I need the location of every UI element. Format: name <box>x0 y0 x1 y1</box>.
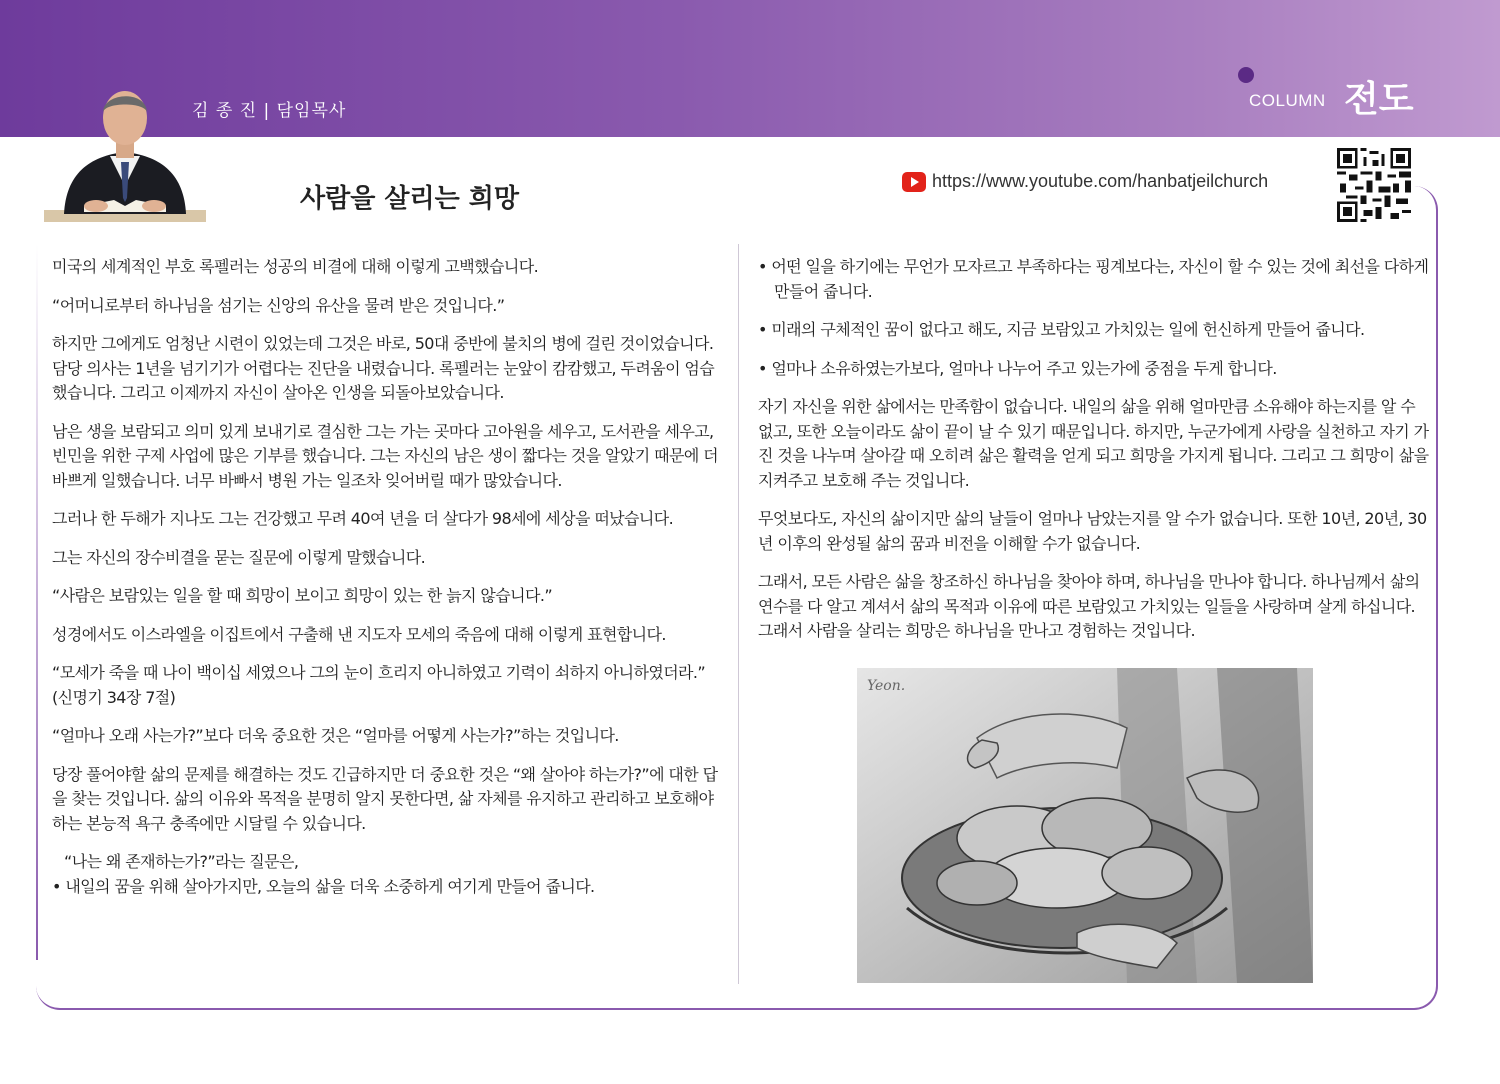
paragraph: 미국의 세계적인 부호 록펠러는 성공의 비결에 대해 이렇게 고백했습니다. <box>52 257 539 276</box>
paragraph: 그러나 한 두해가 지나도 그는 건강했고 무려 40여 년을 더 살다가 98세에 세상을 떠났습니다. <box>52 509 674 528</box>
bullet-item: • 내일의 꿈을 위해 살아가지만, 오늘의 삶을 더욱 소중하게 여기게 만들어 줍니다. <box>52 876 595 896</box>
paragraph: 그는 자신의 장수비결을 묻는 질문에 이렇게 말했습니다. <box>52 547 426 567</box>
paragraph: 남은 생을 보람되고 의미 있게 보내기로 결심한 그는 가는 곳마다 고아원을 세우고, 도서관을 세우고, 빈민을 위한 구제 사업에 많은 기부를 했습니다. 그는 자신의 남은 생이 짧다는 것을 알았기 때문에 더 바쁘게 일했습니다. 너무 바빠서 병원 가는 일조차 잊어버릴 때가 많았습니다. <box>52 421 719 490</box>
bullet-item: • 미래의 구체적인 꿈이 없다고 해도, 지금 보람있고 가치있는 일에 헌신하게 만들어 줍니다. <box>758 320 1365 339</box>
article-title: 사람을 살리는 희망 <box>300 184 520 214</box>
paragraph: 그래서, 모든 사람은 삶을 창조하신 하나님을 찾아야 하며, 하나님을 만나야 합니다. 하나님께서 삶의 연수를 다 알고 계셔서 삶의 목적과 이유에 따른 보람있고 가치있는 일들을 사랑하며 살게 하십니다. 그래서 사람을 살리는 희망은 하나님을 만나고 경험하는 것입니다. <box>758 572 1420 640</box>
bullet-item: • 어떤 일을 하기에는 무언가 모자르고 부족하다는 핑계보다는, 자신이 할 수 있는 것에 최선을 다하게 만들어 줍니다. <box>758 257 1429 301</box>
paragraph: 당장 풀어야할 삶의 문제를 해결하는 것도 긴급하지만 더 중요한 것은 “왜 살아야 하는가?”에 대한 답을 찾는 것입니다. 삶의 이유와 목적을 분명히 알지 못한다면, 삶 자체를 유지하고 관리하고 보호해야 하는 본능적 욕구 충족에만 시달릴 수 있습니다. <box>52 764 718 833</box>
paragraph: 무엇보다도, 자신의 삶이지만 삶의 날들이 얼마나 남았는지를 알 수가 없습니다. 또한 10년, 20년, 30년 이후의 완성될 삶의 꿈과 비전을 이해할 수가 없습니다. <box>758 509 1427 553</box>
frame-left-edge <box>36 244 38 960</box>
paragraph: 자기 자신을 위한 삶에서는 만족함이 없습니다. 내일의 삶을 위해 얼마만큼 소유해야 하는지를 알 수 없고, 또한 오늘이라도 삶이 끝이 날 수 있기 때문입니다. 하지만, 누군가에게 사랑을 실천하고 자기 가진 것을 나누며 살아갈 때 오히려 삶은 활력을 얻게 되고 희망을 가지게 됩니다. 그리고 그 희망이 삶을 지켜주고 보호해 주는 것입니다. <box>758 397 1429 490</box>
paragraph: “사람은 보람있는 일을 할 때 희망이 보이고 희망이 있는 한 늙지 않습니다.” <box>52 586 553 605</box>
column-title: 전도 <box>1344 79 1414 120</box>
paragraph: “모세가 죽을 때 나이 백이십 세였으나 그의 눈이 흐리지 아니하였고 기력이 쇠하지 아니하였더라.” (신명기 34장 7절) <box>52 663 706 707</box>
author-name: 김 종 진 | 담임목사 <box>192 101 347 121</box>
bread-basket-illustration <box>857 668 1313 983</box>
column-label: COLUMN <box>1249 91 1326 110</box>
column-divider <box>738 244 739 984</box>
paragraph: “얼마나 오래 사는가?”보다 더욱 중요한 것은 “얼마를 어떻게 사는가?”하는 것입니다. <box>52 726 619 745</box>
paragraph: 하지만 그에게도 엄청난 시련이 있었는데 그것은 바로, 50대 중반에 불치의 병에 걸린 것이었습니다. 담당 의사는 1년을 넘기기가 어렵다는 진단을 내렸습니다. 록펠러는 눈앞이 캄캄했고, 두려움이 엄습했습니다. 그리고 이제까지 자신이 살아온 인생을 되돌아보았습니다. <box>52 334 715 402</box>
question-line: “나는 왜 존재하는가?”라는 질문은, <box>64 852 299 871</box>
right-column <box>758 255 1430 658</box>
svg-text:Yeon.: Yeon. <box>867 678 906 694</box>
paragraph: “어머니로부터 하나님을 섬기는 신앙의 유산을 물려 받은 것입니다.” <box>52 295 505 315</box>
bullet-item: • 얼마나 소유하였는가보다, 얼마나 나누어 주고 있는가에 중점을 두게 합니다. <box>758 358 1277 378</box>
paragraph: 성경에서도 이스라엘을 이집트에서 구출해 낸 지도자 모세의 죽음에 대해 이렇게 표현합니다. <box>52 624 666 644</box>
youtube-link[interactable]: https://www.youtube.com/hanbatjeilchurch <box>932 171 1269 191</box>
left-column <box>52 255 724 913</box>
column-dot-icon <box>1238 67 1254 83</box>
